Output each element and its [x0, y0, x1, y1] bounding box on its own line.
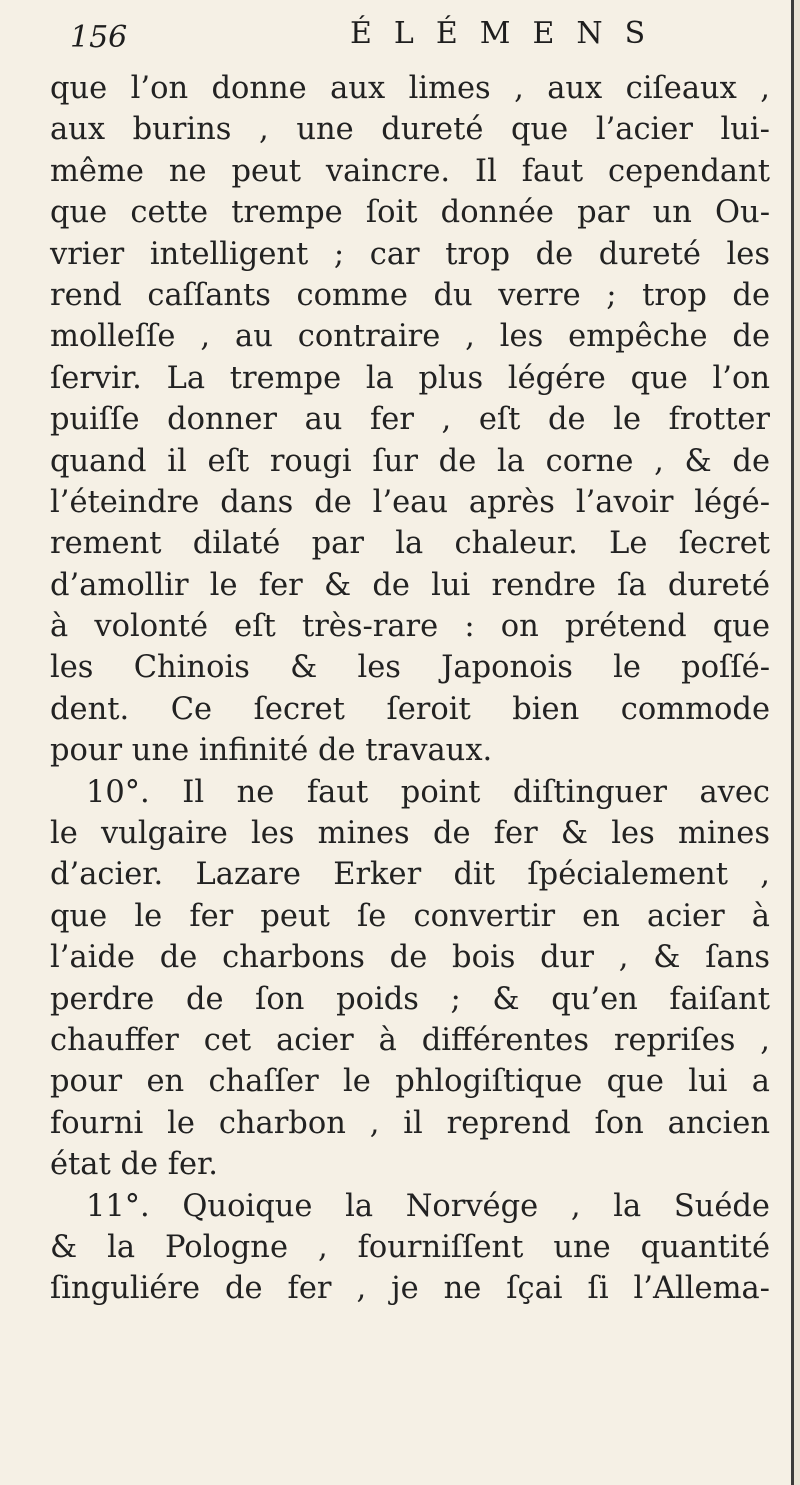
- text-line: quand il eſt rougi ſur de la corne , & de: [50, 443, 770, 479]
- text-line: que le fer peut ſe convertir en acier à: [50, 898, 770, 934]
- text-line: pour en chaſſer le phlogiſtique que lui a: [50, 1064, 770, 1100]
- text-line: perdre de ſon poids ; & qu’en faiſant: [50, 981, 770, 1017]
- text-line: puiſſe donner au fer , eſt de le frotter: [50, 402, 770, 438]
- text-line: l’éteindre dans de l’eau après l’avoir légé-: [50, 484, 770, 520]
- text-line: que l’on donne aux limes , aux ciſeaux ,: [50, 71, 770, 106]
- text-line: d’amollir le fer & de lui rendre ſa dureté: [50, 567, 770, 603]
- text-line: à volonté eſt très-rare : on prétend que: [50, 609, 770, 645]
- text-line: vrier intelligent ; car trop de dureté les: [50, 236, 770, 272]
- text-line: ſinguliére de fer , je ne ſçai ſi l’Allema-: [50, 1271, 770, 1307]
- text-line: le vulgaire les mines de fer & les mines: [50, 816, 770, 852]
- text-line: 10°. Il ne faut point diſtinguer avec: [86, 774, 770, 810]
- text-line: ſervir. La trempe la plus légére que l’on: [50, 360, 770, 396]
- text-line: chauffer cet acier à différentes repriſes ,: [50, 1022, 770, 1058]
- text-line: même ne peut vaincre. Il faut cependant: [50, 153, 770, 189]
- text-line: aux burins , une dureté que l’acier lui-: [50, 112, 770, 148]
- text-line: & la Pologne , fourniſſent une quantité: [50, 1229, 770, 1265]
- page-edge-shadow: [791, 0, 794, 1485]
- text-line: que cette trempe ſoit donnée par un Ou-: [50, 195, 770, 231]
- text-line: fourni le charbon , il reprend ſon ancien: [50, 1105, 770, 1141]
- text-line: 11°. Quoique la Norvége , la Suéde: [86, 1188, 770, 1224]
- text-line: rend caſſants comme du verre ; trop de: [50, 277, 770, 313]
- text-line: l’aide de charbons de bois dur , & ſans: [50, 940, 770, 976]
- text-line: dent. Ce ſecret ſeroit bien commode: [50, 691, 770, 727]
- text-line: état de fer.: [50, 1147, 218, 1183]
- text-line: rement dilaté par la chaleur. Le ſecret: [50, 526, 770, 562]
- body-text: [50, 68, 770, 1310]
- text-line: pour une infinité de travaux.: [50, 733, 493, 769]
- running-title: ÉLÉMENS: [350, 16, 668, 51]
- text-line: les Chinois & les Japonois le poſſé-: [50, 650, 770, 686]
- text-line: d’acier. Lazare Erker dit ſpécialement ,: [50, 857, 770, 893]
- text-line: molleſſe , au contraire , les empêche de: [50, 319, 770, 355]
- page-edge: [794, 0, 800, 1485]
- page-number: 156: [70, 20, 128, 55]
